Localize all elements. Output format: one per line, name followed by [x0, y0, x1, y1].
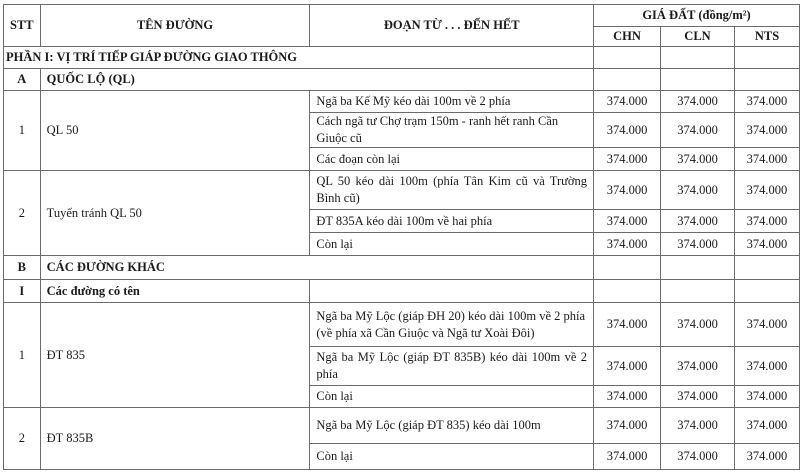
price-nts: 374.000 [734, 408, 799, 444]
price-nts: 374.000 [734, 113, 799, 148]
price-nts: 374.000 [734, 386, 799, 408]
price-nts: 374.000 [734, 171, 799, 210]
table-row [4, 91, 800, 113]
header-stt: STT [4, 5, 41, 47]
section-b-stt: B [4, 256, 41, 280]
price-nts: 374.000 [734, 91, 799, 113]
street-name: ĐT 835 [40, 303, 310, 408]
price-nts: 374.000 [734, 303, 799, 347]
price-cln: 374.000 [661, 303, 735, 347]
price-chn: 374.000 [594, 233, 661, 256]
table-row [4, 171, 800, 210]
price-chn: 374.000 [594, 408, 661, 444]
subsection-i-stt: I [4, 280, 41, 303]
price-chn: 374.000 [594, 210, 661, 233]
header-street-name: TÊN ĐƯỜNG [40, 5, 310, 47]
section-b-row [4, 256, 800, 280]
header-cln: CLN [661, 27, 735, 47]
segment-text: Cách ngã tư Chợ trạm 150m - ranh hết ranh Cần Giuộc cũ [310, 113, 594, 148]
segment-text: Ngã ba Mỹ Lộc (giáp ĐT 835) kéo dài 100m [310, 408, 594, 444]
price-nts: 374.000 [734, 347, 799, 386]
street-name: ĐT 835B [40, 408, 310, 470]
section-a-stt: A [4, 69, 41, 91]
segment-text: Ngã ba Mỹ Lộc (giáp ĐH 20) kéo dài 100m về 2 phía (về phía xã Cần Giuộc và Ngã tư Xoài Đôi) [310, 303, 594, 347]
price-cln: 374.000 [661, 91, 735, 113]
segment-text: Ngã ba Kế Mỹ kéo dài 100m về 2 phía [310, 91, 594, 113]
price-cln: 374.000 [661, 113, 735, 148]
street-name: QL 50 [40, 91, 310, 171]
price-chn: 374.000 [594, 171, 661, 210]
price-nts: 374.000 [734, 210, 799, 233]
price-chn: 374.000 [594, 386, 661, 408]
subsection-i-row [4, 280, 800, 303]
price-chn: 374.000 [594, 148, 661, 171]
segment-text: Ngã ba Mỹ Lộc (giáp ĐT 835B) kéo dài 100m về 2 phía [310, 347, 594, 386]
section-a-row [4, 69, 800, 91]
land-price-table [3, 4, 800, 470]
row-stt: 2 [4, 408, 41, 470]
segment-text: Còn lại [310, 444, 594, 470]
segment-text: Còn lại [310, 386, 594, 408]
row-stt: 2 [4, 171, 41, 256]
header-row-1 [4, 5, 800, 27]
price-chn: 374.000 [594, 91, 661, 113]
header-nts: NTS [734, 27, 799, 47]
price-cln: 374.000 [661, 386, 735, 408]
price-nts: 374.000 [734, 148, 799, 171]
header-land-price: GIÁ ĐẤT (đồng/m²) [594, 5, 800, 27]
section-a-title: QUỐC LỘ (QL) [40, 69, 593, 91]
price-chn: 374.000 [594, 444, 661, 470]
segment-text: ĐT 835A kéo dài 100m về hai phía [310, 210, 594, 233]
price-cln: 374.000 [661, 347, 735, 386]
subsection-i-title: Các đường có tên [40, 280, 310, 303]
section-b-title: CÁC ĐƯỜNG KHÁC [40, 256, 593, 280]
row-stt: 1 [4, 91, 41, 171]
segment-text: Còn lại [310, 233, 594, 256]
header-chn: CHN [594, 27, 661, 47]
price-chn: 374.000 [594, 303, 661, 347]
segment-text: QL 50 kéo dài 100m (phía Tân Kim cũ và Trường Bình cũ) [310, 171, 594, 210]
price-cln: 374.000 [661, 210, 735, 233]
price-cln: 374.000 [661, 233, 735, 256]
table-row [4, 303, 800, 347]
price-cln: 374.000 [661, 171, 735, 210]
price-chn: 374.000 [594, 347, 661, 386]
header-segment: ĐOẠN TỪ . . . ĐẾN HẾT [310, 5, 594, 47]
price-nts: 374.000 [734, 233, 799, 256]
price-nts: 374.000 [734, 444, 799, 470]
part1-title: PHẦN I: VỊ TRÍ TIẾP GIÁP ĐƯỜNG GIAO THÔNG [4, 47, 594, 69]
street-name: Tuyến tránh QL 50 [40, 171, 310, 256]
table-row [4, 408, 800, 444]
segment-text: Các đoạn còn lại [310, 148, 594, 171]
price-cln: 374.000 [661, 408, 735, 444]
price-cln: 374.000 [661, 148, 735, 171]
price-cln: 374.000 [661, 444, 735, 470]
row-stt: 1 [4, 303, 41, 408]
part1-row [4, 47, 800, 69]
price-chn: 374.000 [594, 113, 661, 148]
